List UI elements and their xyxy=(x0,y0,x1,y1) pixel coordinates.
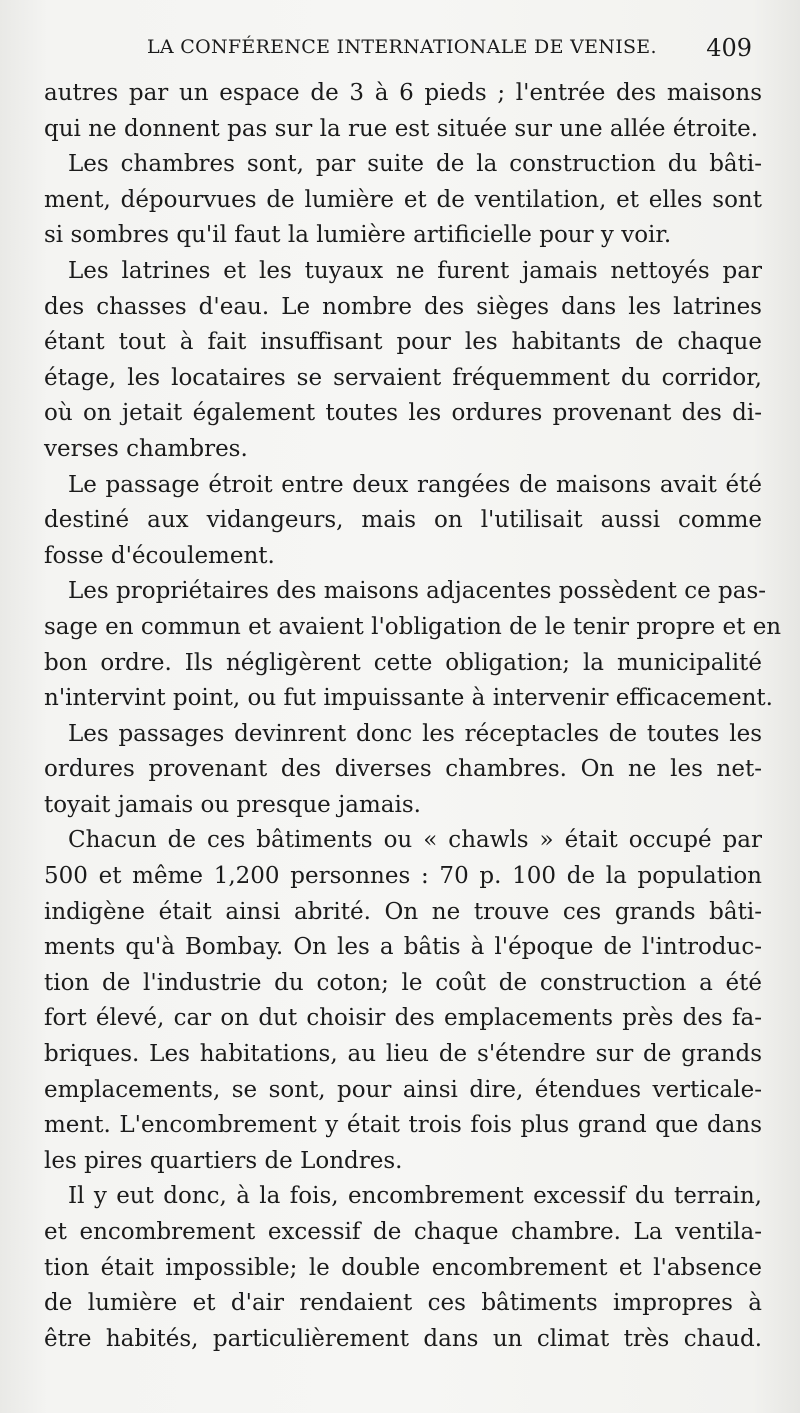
paragraph xyxy=(44,1179,762,1357)
text-line: ment, dépourvues de lumière et de ventilation, et elles sont xyxy=(44,186,762,213)
paragraph xyxy=(44,468,762,575)
page-number: 409 xyxy=(706,34,752,62)
text-line: 500 et même 1,200 personnes : 70 p. 100 de la population xyxy=(44,863,762,890)
text-line: où on jetait également toutes les ordures provenant des di- xyxy=(44,400,762,427)
text-line: Il y eut donc, à la fois, encombrement excessif du terrain, xyxy=(68,1183,762,1210)
text-line: bon ordre. Ils négligèrent cette obligation; la municipalité xyxy=(44,649,762,676)
text-line: ment. L'encombrement y était trois fois plus grand que dans xyxy=(44,1112,762,1139)
text-line: emplacements, se sont, pour ainsi dire, étendues verticale- xyxy=(44,1076,762,1103)
text-line: n'intervint point, ou fut impuissante à intervenir efficacement. xyxy=(44,685,773,712)
text-line: destiné aux vidangeurs, mais on l'utilisait aussi comme xyxy=(44,507,762,534)
text-line: Les passages devinrent donc les réceptacles de toutes les xyxy=(68,720,762,747)
paragraph xyxy=(44,147,762,254)
text-line: ments qu'à Bombay. On les a bâtis à l'époque de l'introduc- xyxy=(44,934,762,961)
paragraph xyxy=(44,823,762,1179)
text-line: fort élevé, car on dut choisir des emplacements près des fa- xyxy=(44,1005,762,1032)
text-line: Les chambres sont, par suite de la construction du bâti- xyxy=(68,151,762,178)
text-line: Les latrines et les tuyaux ne furent jamais nettoyés par xyxy=(68,257,762,284)
paragraph xyxy=(44,717,762,824)
page-header xyxy=(147,36,752,62)
text-line: tion était impossible; le double encombrement et l'absence xyxy=(44,1254,762,1281)
text-line: briques. Les habitations, au lieu de s'étendre sur de grands xyxy=(44,1041,762,1068)
text-line: étant tout à fait insuffisant pour les habitants de chaque xyxy=(44,329,762,356)
text-line: des chasses d'eau. Le nombre des sièges dans les latrines xyxy=(44,293,762,320)
paragraph xyxy=(44,254,762,468)
paragraph xyxy=(44,76,762,147)
text-line: fosse d'écoulement. xyxy=(44,542,275,569)
body-text xyxy=(44,76,782,1357)
text-line: si sombres qu'il faut la lumière artificielle pour y voir. xyxy=(44,222,672,249)
text-line: toyait jamais ou presque jamais. xyxy=(44,791,421,818)
text-line: les pires quartiers de Londres. xyxy=(44,1147,403,1174)
paragraph xyxy=(44,574,782,716)
text-line: autres par un espace de 3 à 6 pieds ; l'entrée des maisons xyxy=(44,80,762,106)
text-line: étage, les locataires se servaient fréquemment du corridor, xyxy=(44,364,762,391)
text-line: indigène était ainsi abrité. On ne trouve ces grands bâti- xyxy=(44,898,762,925)
text-line: être habités, particulièrement dans un climat très chaud. xyxy=(44,1325,762,1352)
text-line: verses chambres. xyxy=(44,435,248,462)
text-line: sage en commun et avaient l'obligation de le tenir propre et en xyxy=(44,613,782,640)
text-line: ordures provenant des diverses chambres. On ne les net- xyxy=(44,756,762,783)
text-line: Les propriétaires des maisons adjacentes possèdent ce pas- xyxy=(68,578,767,605)
text-line: Chacun de ces bâtiments ou « chawls » était occupé par xyxy=(68,827,762,854)
text-line: qui ne donnent pas sur la rue est située sur une allée étroite. xyxy=(44,115,759,142)
running-title: LA CONFÉRENCE INTERNATIONALE DE VENISE. xyxy=(147,36,657,58)
text-line: tion de l'industrie du coton; le coût de construction a été xyxy=(44,969,762,996)
text-line: et encombrement excessif de chaque chambre. La ventila- xyxy=(44,1219,762,1245)
text-line: Le passage étroit entre deux rangées de maisons avait été xyxy=(68,471,762,498)
text-line: de lumière et d'air rendaient ces bâtiments impropres à xyxy=(44,1290,762,1317)
